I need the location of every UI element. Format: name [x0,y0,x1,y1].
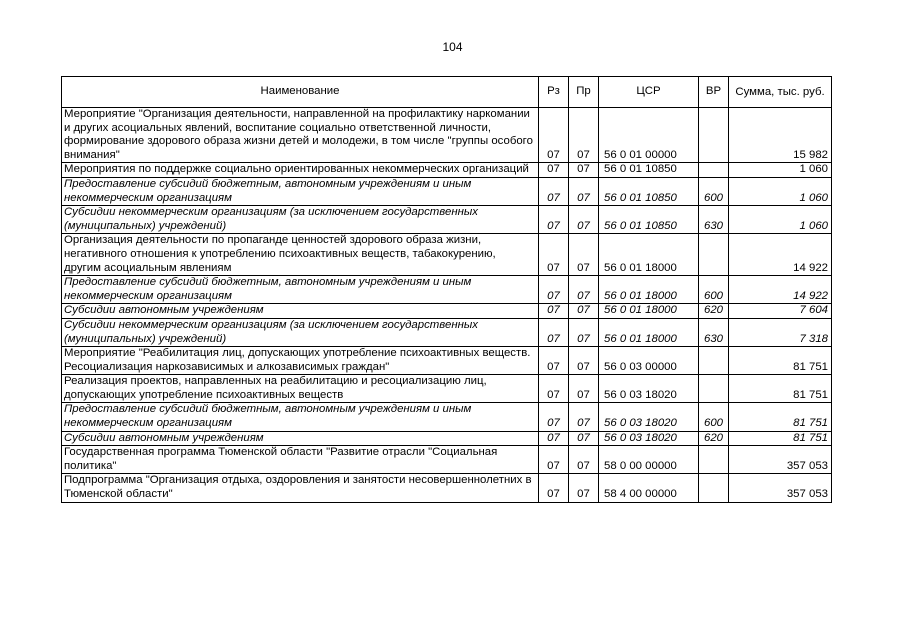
row-pr: 07 [569,304,599,319]
row-csr: 56 0 01 18000 [599,318,699,346]
row-rz: 07 [539,318,569,346]
row-vr [699,474,729,502]
row-name: Реализация проектов, направленных на реабилитацию и ресоциализацию лиц, допускающих употребление психоактивных веществ [62,375,539,403]
row-name: Субсидии автономным учреждениям [62,304,539,319]
row-sum: 357 053 [729,446,832,474]
row-name: Субсидии некоммерческим организациям (за исключением государственных (муниципальных) учреждений) [62,206,539,234]
row-csr: 56 0 03 18020 [599,431,699,446]
row-name: Государственная программа Тюменской области "Развитие отрасли "Социальная политика" [62,446,539,474]
row-csr: 58 0 00 00000 [599,446,699,474]
row-rz: 07 [539,431,569,446]
row-pr: 07 [569,234,599,276]
row-rz: 07 [539,375,569,403]
row-pr: 07 [569,206,599,234]
row-sum: 1 060 [729,163,832,178]
row-name: Предоставление субсидий бюджетным, автономным учреждениям и иным некоммерческим организациям [62,403,539,431]
row-sum: 81 751 [729,403,832,431]
row-sum: 81 751 [729,347,832,375]
table-row [62,375,832,403]
row-sum: 357 053 [729,474,832,502]
row-vr: 600 [699,177,729,205]
row-sum: 1 060 [729,206,832,234]
row-rz: 07 [539,304,569,319]
table-row [62,304,832,319]
row-pr: 07 [569,474,599,502]
row-rz: 07 [539,446,569,474]
header-csr: ЦСР [599,77,699,108]
row-rz: 07 [539,403,569,431]
header-pr: Пр [569,77,599,108]
row-vr [699,347,729,375]
header-name: Наименование [62,77,539,108]
row-rz: 07 [539,177,569,205]
row-name: Мероприятия по поддержке социально ориентированных некоммерческих организаций [62,163,539,178]
row-vr [699,234,729,276]
row-vr [699,108,729,163]
row-csr: 56 0 01 10850 [599,177,699,205]
row-sum: 7 604 [729,304,832,319]
row-name: Субсидии автономным учреждениям [62,431,539,446]
row-csr: 56 0 01 18000 [599,234,699,276]
row-csr: 58 4 00 00000 [599,474,699,502]
row-rz: 07 [539,474,569,502]
table-row [62,108,832,163]
row-vr: 600 [699,276,729,304]
row-vr [699,375,729,403]
row-pr: 07 [569,276,599,304]
row-csr: 56 0 03 18020 [599,375,699,403]
table-row [62,177,832,205]
table-row [62,234,832,276]
row-rz: 07 [539,234,569,276]
row-csr: 56 0 01 00000 [599,108,699,163]
row-vr: 630 [699,206,729,234]
row-rz: 07 [539,163,569,178]
row-csr: 56 0 01 18000 [599,304,699,319]
row-vr: 620 [699,431,729,446]
row-sum: 81 751 [729,375,832,403]
row-pr: 07 [569,375,599,403]
row-name: Организация деятельности по пропаганде ценностей здорового образа жизни, негативного отношения к употреблению психоактивных веществ, табакокурению, другим асоциальным явлениям [62,234,539,276]
row-pr: 07 [569,431,599,446]
budget-table [61,76,832,503]
row-csr: 56 0 03 00000 [599,347,699,375]
row-pr: 07 [569,446,599,474]
row-sum: 1 060 [729,177,832,205]
row-pr: 07 [569,108,599,163]
row-name: Мероприятие "Организация деятельности, направленной на профилактику наркомании и других асоциальных явлений, воспитание социально ответственной личности, формирование здорового образа жизни детей и молодежи, в том числе "группы особого внимания" [62,108,539,163]
row-csr: 56 0 03 18020 [599,403,699,431]
row-sum: 7 318 [729,318,832,346]
row-name: Предоставление субсидий бюджетным, автономным учреждениям и иным некоммерческим организациям [62,177,539,205]
header-sum: Сумма, тыс. руб. [729,77,832,108]
row-pr: 07 [569,163,599,178]
table-row [62,206,832,234]
row-pr: 07 [569,347,599,375]
row-vr: 630 [699,318,729,346]
row-sum: 15 982 [729,108,832,163]
header-row [62,77,832,108]
row-vr [699,446,729,474]
table-row [62,318,832,346]
row-rz: 07 [539,347,569,375]
table-row [62,474,832,502]
row-csr: 56 0 01 18000 [599,276,699,304]
row-sum: 14 922 [729,234,832,276]
table-row [62,276,832,304]
table-row [62,347,832,375]
row-name: Предоставление субсидий бюджетным, автономным учреждениям и иным некоммерческим организациям [62,276,539,304]
row-rz: 07 [539,276,569,304]
row-name: Мероприятие "Реабилитация лиц, допускающих употребление психоактивных веществ. Ресоциализация наркозависимых и алкозависимых граждан" [62,347,539,375]
row-vr: 620 [699,304,729,319]
row-sum: 14 922 [729,276,832,304]
header-rz: Рз [539,77,569,108]
table-row [62,403,832,431]
row-csr: 56 0 01 10850 [599,163,699,178]
row-sum: 81 751 [729,431,832,446]
table-row [62,431,832,446]
row-name: Подпрограмма "Организация отдыха, оздоровления и занятости несовершеннолетних в Тюменской области" [62,474,539,502]
row-csr: 56 0 01 10850 [599,206,699,234]
row-vr [699,163,729,178]
row-pr: 07 [569,403,599,431]
row-pr: 07 [569,318,599,346]
header-vr: ВР [699,77,729,108]
row-rz: 07 [539,206,569,234]
row-vr: 600 [699,403,729,431]
row-name: Субсидии некоммерческим организациям (за исключением государственных (муниципальных) учреждений) [62,318,539,346]
row-rz: 07 [539,108,569,163]
table-row [62,446,832,474]
row-pr: 07 [569,177,599,205]
table-row [62,163,832,178]
page-number: 104 [442,40,463,54]
